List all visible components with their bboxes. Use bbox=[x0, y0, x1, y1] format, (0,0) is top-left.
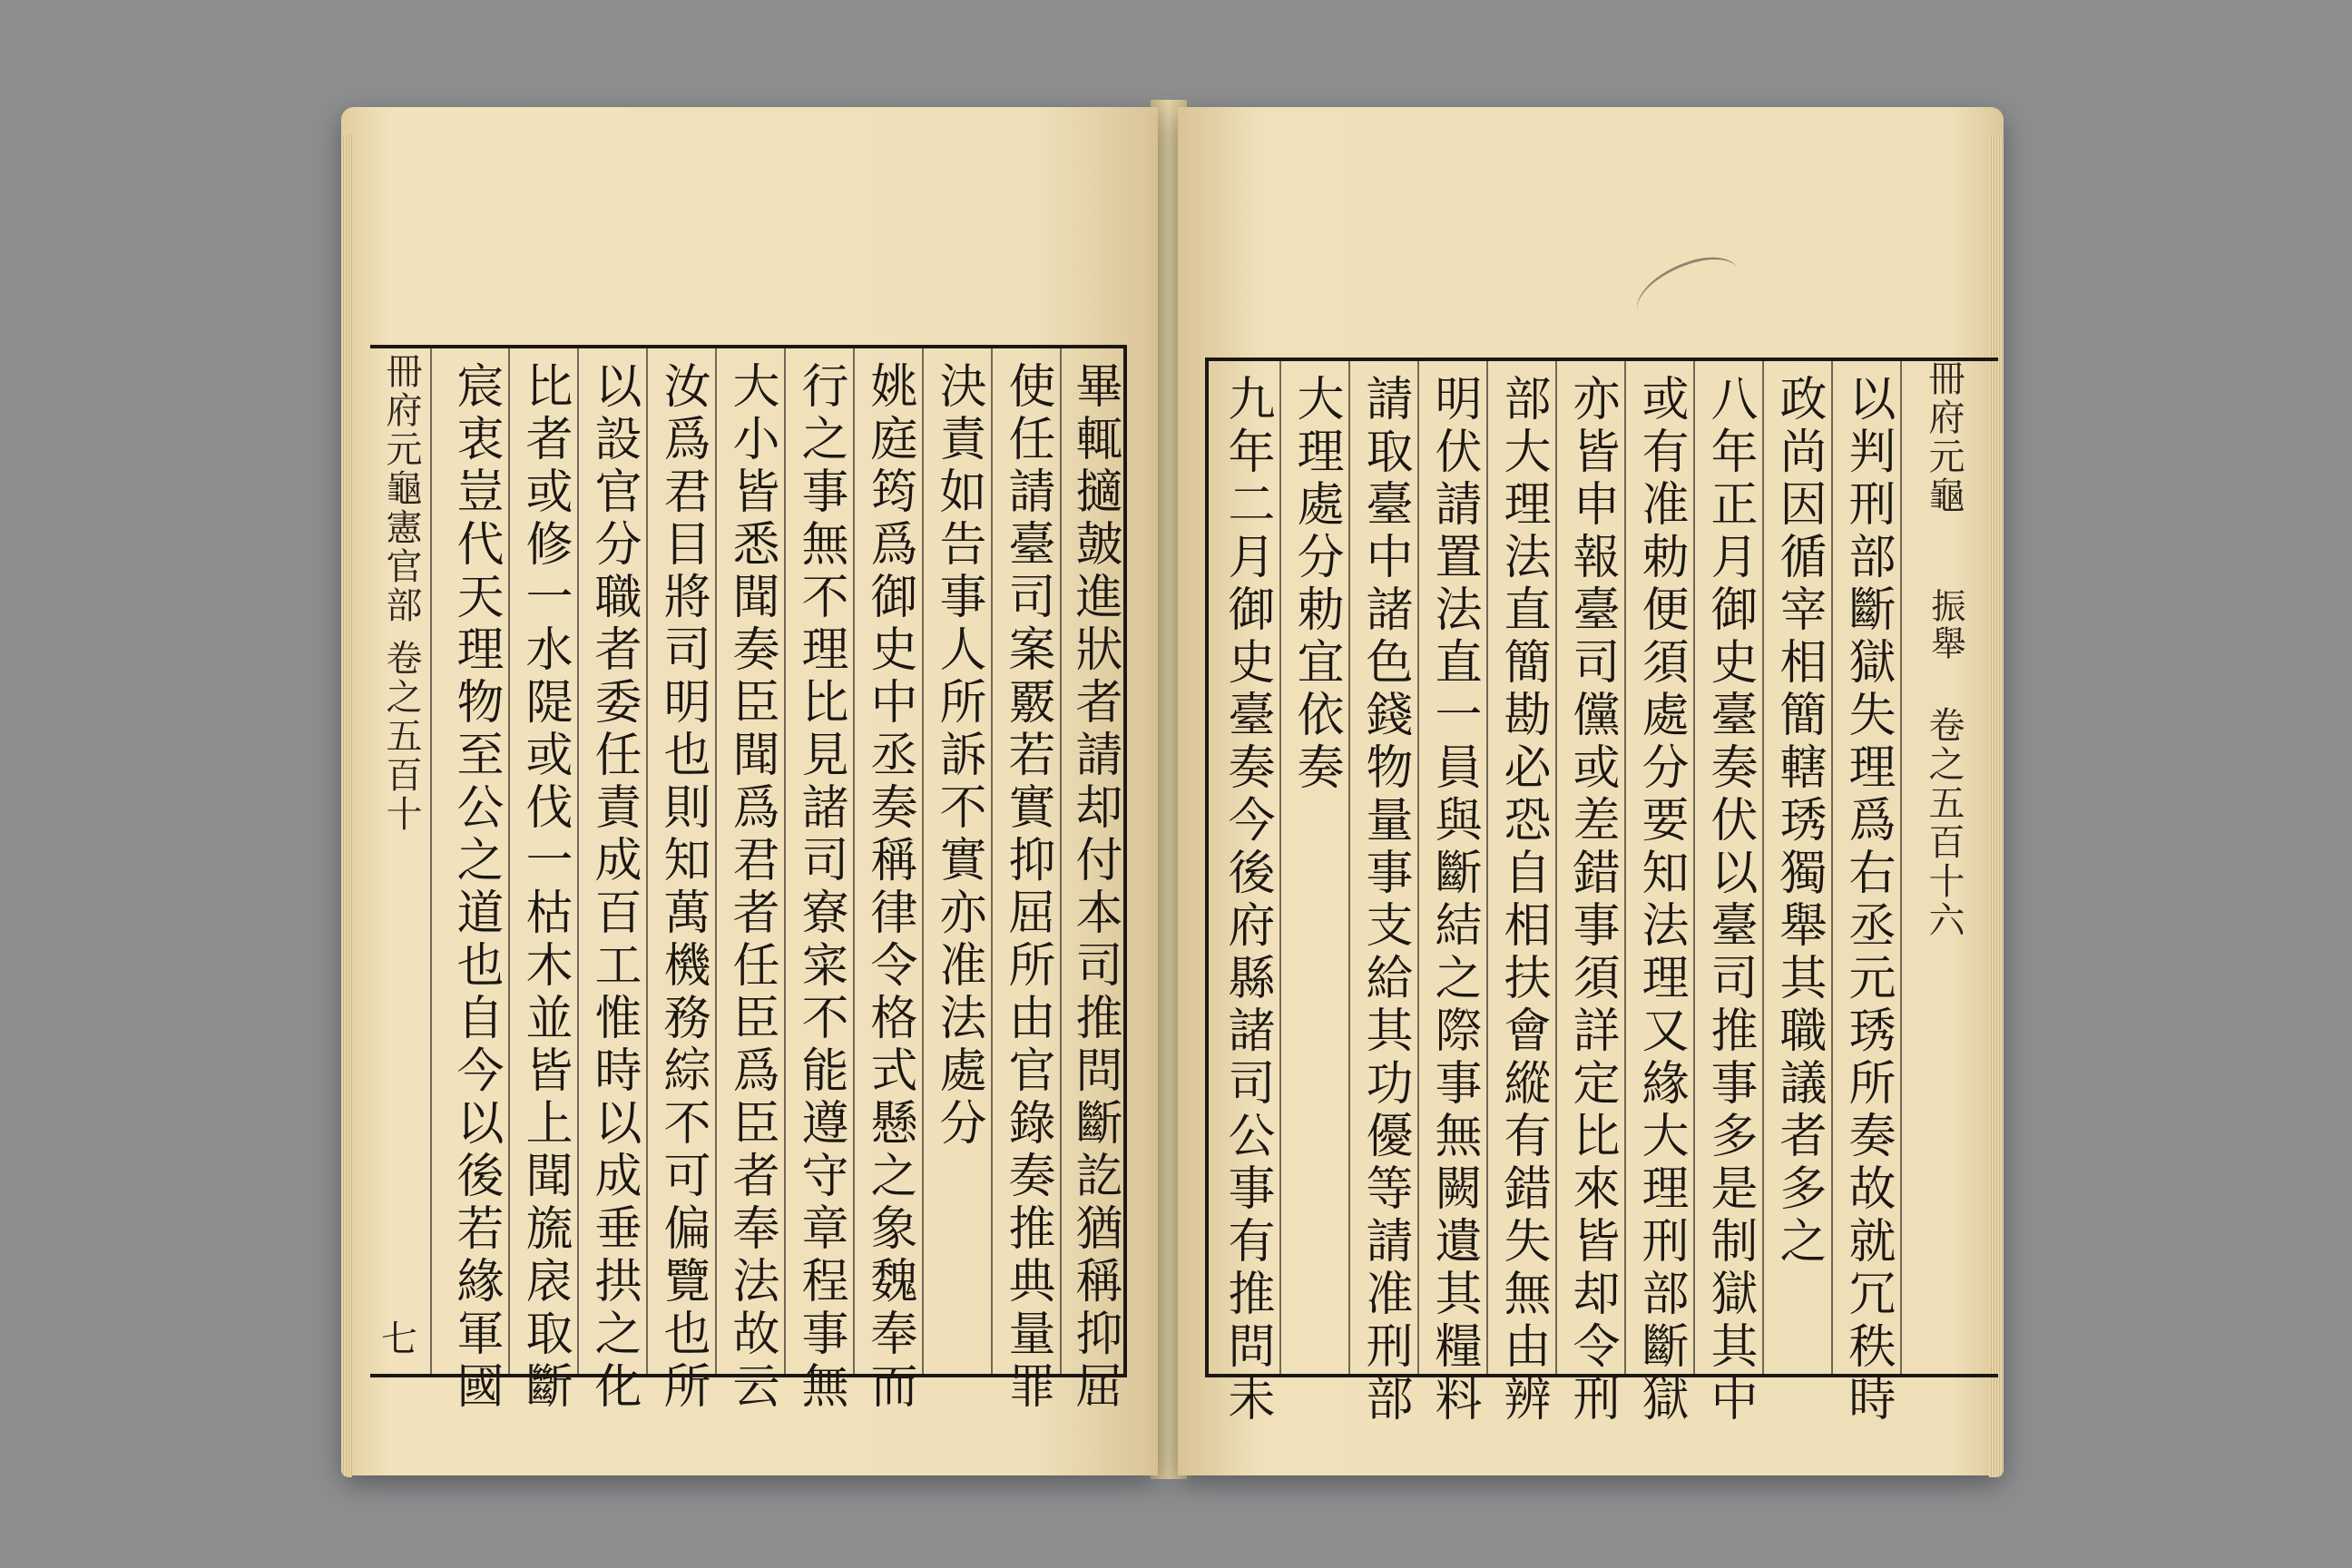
right-margin-volume: 卷之五百十六 bbox=[1923, 706, 1965, 940]
column-rule bbox=[922, 348, 924, 1374]
column-rule bbox=[991, 348, 993, 1374]
left-page bbox=[341, 107, 1158, 1475]
text-column-5: 行之事無不理比見諸司寮寀不能遵守章程事無 bbox=[793, 361, 848, 1414]
left-page-frame bbox=[370, 345, 1127, 1414]
text-column-9: 比者或修一水隄或伐一枯木並皆上聞旒扆取斷 bbox=[517, 361, 572, 1414]
text-column-3: 八年正月御史臺奏伏以臺司推事多是制獄其中 bbox=[1702, 374, 1757, 1426]
column-rule bbox=[1762, 361, 1764, 1374]
column-rule bbox=[646, 348, 648, 1374]
text-column-10: 九年二月御史臺奏今後府縣諸司公事有推問未 bbox=[1220, 374, 1274, 1426]
left-page-edges bbox=[341, 134, 352, 1477]
column-rule bbox=[1693, 361, 1695, 1374]
right-page-frame bbox=[1205, 358, 1998, 1426]
text-column-4: 姚庭筠爲御史中丞奏稱律令格式懸之象魏奉而 bbox=[862, 361, 916, 1414]
text-column-8: 以設官分職者委任責成百工惟時以成垂拱之化 bbox=[586, 361, 641, 1414]
text-column-5: 亦皆申報臺司儻或差錯事須詳定比來皆却令刑 bbox=[1564, 374, 1619, 1426]
left-margin-title: 冊府元龜憲官部 bbox=[380, 352, 422, 625]
text-column-7: 明伏請置法直一員與斷結之際事無闕遺其糧料 bbox=[1426, 374, 1481, 1426]
text-column-10: 宸衷豈代天理物至公之道也自今以後若緣軍國 bbox=[448, 361, 503, 1414]
right-margin-title: 冊府元龜 bbox=[1923, 359, 1965, 515]
column-rule bbox=[715, 348, 717, 1374]
text-column-9: 大理處分勅宜依奏 bbox=[1289, 374, 1343, 795]
column-rule bbox=[853, 348, 855, 1374]
column-rule bbox=[1555, 361, 1557, 1374]
text-column-6: 部大理法直簡勘必恐自相扶會縱有錯失無由辨 bbox=[1495, 374, 1550, 1426]
text-column-1: 畢輒擿皷進狀者請却付本司推問斷訖猶稱抑屈 bbox=[1067, 361, 1122, 1414]
text-column-8: 請取臺中諸色錢物量事支給其功優等請准刑部 bbox=[1357, 374, 1412, 1426]
right-margin-section: 振舉 bbox=[1926, 588, 1965, 662]
text-column-6: 大小皆悉聞奏臣聞爲君者任臣爲臣者奉法故云 bbox=[724, 361, 779, 1414]
text-column-7: 汝爲君目將司明也則知萬機務綜不可偏覽也所 bbox=[655, 361, 710, 1414]
column-rule bbox=[430, 348, 432, 1374]
column-rule bbox=[784, 348, 786, 1374]
text-column-1: 以判刑部斷獄失理爲右丞元琇所奏故就冗秩時 bbox=[1840, 374, 1895, 1426]
column-rule bbox=[1831, 361, 1833, 1374]
column-rule bbox=[1060, 348, 1062, 1374]
open-book bbox=[334, 91, 2013, 1479]
left-page-number: 七 bbox=[381, 1318, 417, 1360]
column-rule bbox=[1348, 361, 1350, 1374]
column-rule bbox=[508, 348, 510, 1374]
left-margin-volume: 卷之五百十 bbox=[380, 639, 422, 834]
text-column-3: 決責如告事人所訴不實亦准法處分 bbox=[931, 361, 985, 1151]
right-page bbox=[1178, 107, 2004, 1475]
column-rule bbox=[1486, 361, 1488, 1374]
column-rule bbox=[1417, 361, 1419, 1374]
column-rule bbox=[1900, 361, 1902, 1374]
column-rule bbox=[1279, 361, 1281, 1374]
text-column-4: 或有准勅便須處分要知法理又緣大理刑部斷獄 bbox=[1633, 374, 1688, 1426]
text-column-2: 政尚因循宰相簡轄琇獨舉其職議者多之 bbox=[1771, 374, 1826, 1269]
column-rule bbox=[577, 348, 579, 1374]
column-rule bbox=[1624, 361, 1626, 1374]
text-column-2: 使任請臺司案覈若實抑屈所由官錄奏推典量罪 bbox=[1000, 361, 1054, 1414]
